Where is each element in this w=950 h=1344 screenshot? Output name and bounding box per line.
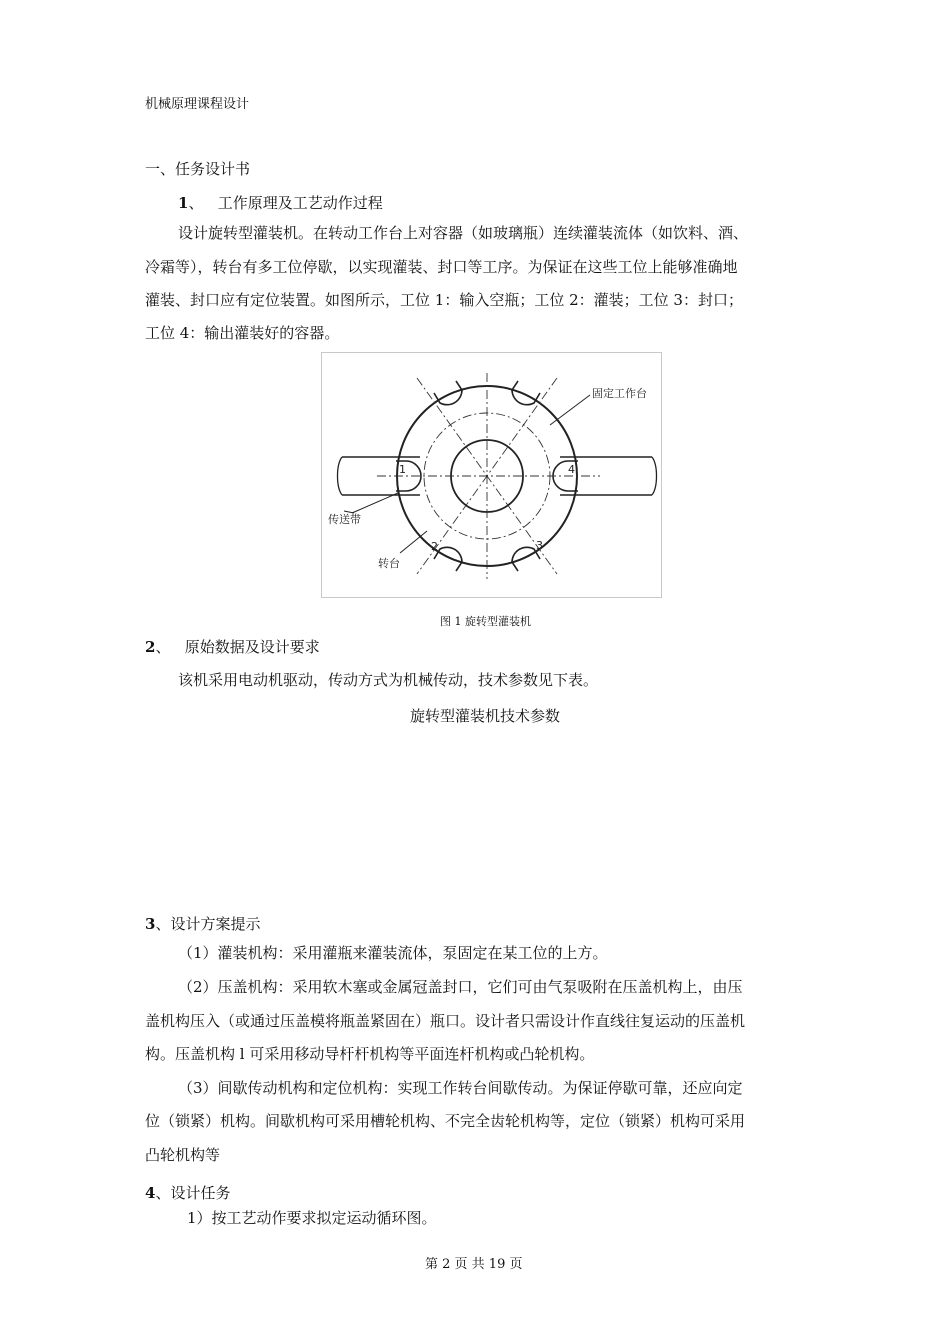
label-conveyor: 传送带 <box>328 513 361 526</box>
label-fixed-table: 固定工作台 <box>592 387 647 400</box>
running-header: 机械原理课程设计 <box>145 97 250 112</box>
leader-fixed-table <box>550 395 590 425</box>
paragraph-line: 冷霜等），转台有多工位停歇，以实现灌装、封口等工序。为保证在这些工位上能够准确地 <box>145 258 738 276</box>
list-item: （1）灌装机构：采用灌瓶来灌装流体，泵固定在某工位的上方。 <box>178 944 608 962</box>
label-station-2: 2 <box>431 540 438 553</box>
leader-conveyor-b <box>352 493 398 513</box>
section-4-title: 、设计任务 <box>155 1184 231 1202</box>
figure-caption: 图 1 旋转型灌装机 <box>440 615 531 628</box>
conveyor-right-break <box>652 457 657 495</box>
paragraph-line: 该机采用电动机驱动，传动方式为机械传动，技术参数见下表。 <box>178 671 599 689</box>
table-title: 旋转型灌装机技术参数 <box>410 707 561 725</box>
label-turntable: 转台 <box>378 557 400 570</box>
section-3-title: 、设计方案提示 <box>155 915 261 933</box>
pocket-upper-right <box>512 381 540 405</box>
conveyor-left-break <box>338 457 343 495</box>
section-2-number: 2 <box>145 638 156 656</box>
section-2-separator: 、 <box>155 638 171 656</box>
section-1-1-heading <box>178 192 383 213</box>
section-2-heading <box>145 636 320 657</box>
section-4-number: 4 <box>145 1184 156 1202</box>
section-3-number: 3 <box>145 915 156 933</box>
rotary-filler-diagram <box>322 353 661 597</box>
section-2-title: 原始数据及设计要求 <box>184 638 320 656</box>
section-1-1-number: 1 <box>178 194 189 212</box>
section-3-heading <box>145 913 260 934</box>
list-item: 1）按工艺动作要求拟定运动循环图。 <box>187 1209 437 1227</box>
paragraph-line: 凸轮机构等 <box>145 1146 221 1164</box>
label-station-3: 3 <box>536 539 543 552</box>
label-station-4: 4 <box>568 463 575 476</box>
paragraph-line: 工位 4：输出灌装好的容器。 <box>145 324 340 342</box>
figure-rotary-filler <box>321 352 662 598</box>
pocket-upper-left <box>434 381 462 405</box>
label-station-1: 1 <box>399 463 406 476</box>
section-1-heading: 一、任务设计书 <box>145 160 251 178</box>
paragraph-line: 灌装、封口应有定位装置。如图所示，工位 1：输入空瓶；工位 2：灌装；工位 3：封口； <box>145 291 743 309</box>
pocket-2 <box>434 547 462 571</box>
section-4-heading <box>145 1182 230 1203</box>
list-item: （3）间歇传动机构和定位机构：实现工作转台间歇传动。为保证停歇可靠，还应向定 <box>178 1079 743 1097</box>
paragraph-line: 设计旋转型灌装机。在转动工作台上对容器（如玻璃瓶）连续灌装流体（如饮料、酒、 <box>178 224 749 242</box>
section-1-1-title: 工作原理及工艺动作过程 <box>217 194 383 212</box>
paragraph-line: 位（锁紧）机构。间歇机构可采用槽轮机构、不完全齿轮机构等，定位（锁紧）机构可采用 <box>145 1112 746 1130</box>
paragraph-line: 盖机构压入（或通过压盖模将瓶盖紧固在）瓶口。设计者只需设计作直线往复运动的压盖机 <box>145 1012 746 1030</box>
leader-turntable <box>400 531 427 553</box>
page-footer: 第 2 页 共 19 页 <box>425 1257 523 1272</box>
section-1-1-separator: 、 <box>188 194 204 212</box>
paragraph-line: 构。压盖机构 l 可采用移动导杆杆机构等平面连杆机构或凸轮机构。 <box>145 1045 595 1063</box>
list-item: （2）压盖机构：采用软木塞或金属冠盖封口，它们可由气泵吸附在压盖机构上，由压 <box>178 978 743 996</box>
